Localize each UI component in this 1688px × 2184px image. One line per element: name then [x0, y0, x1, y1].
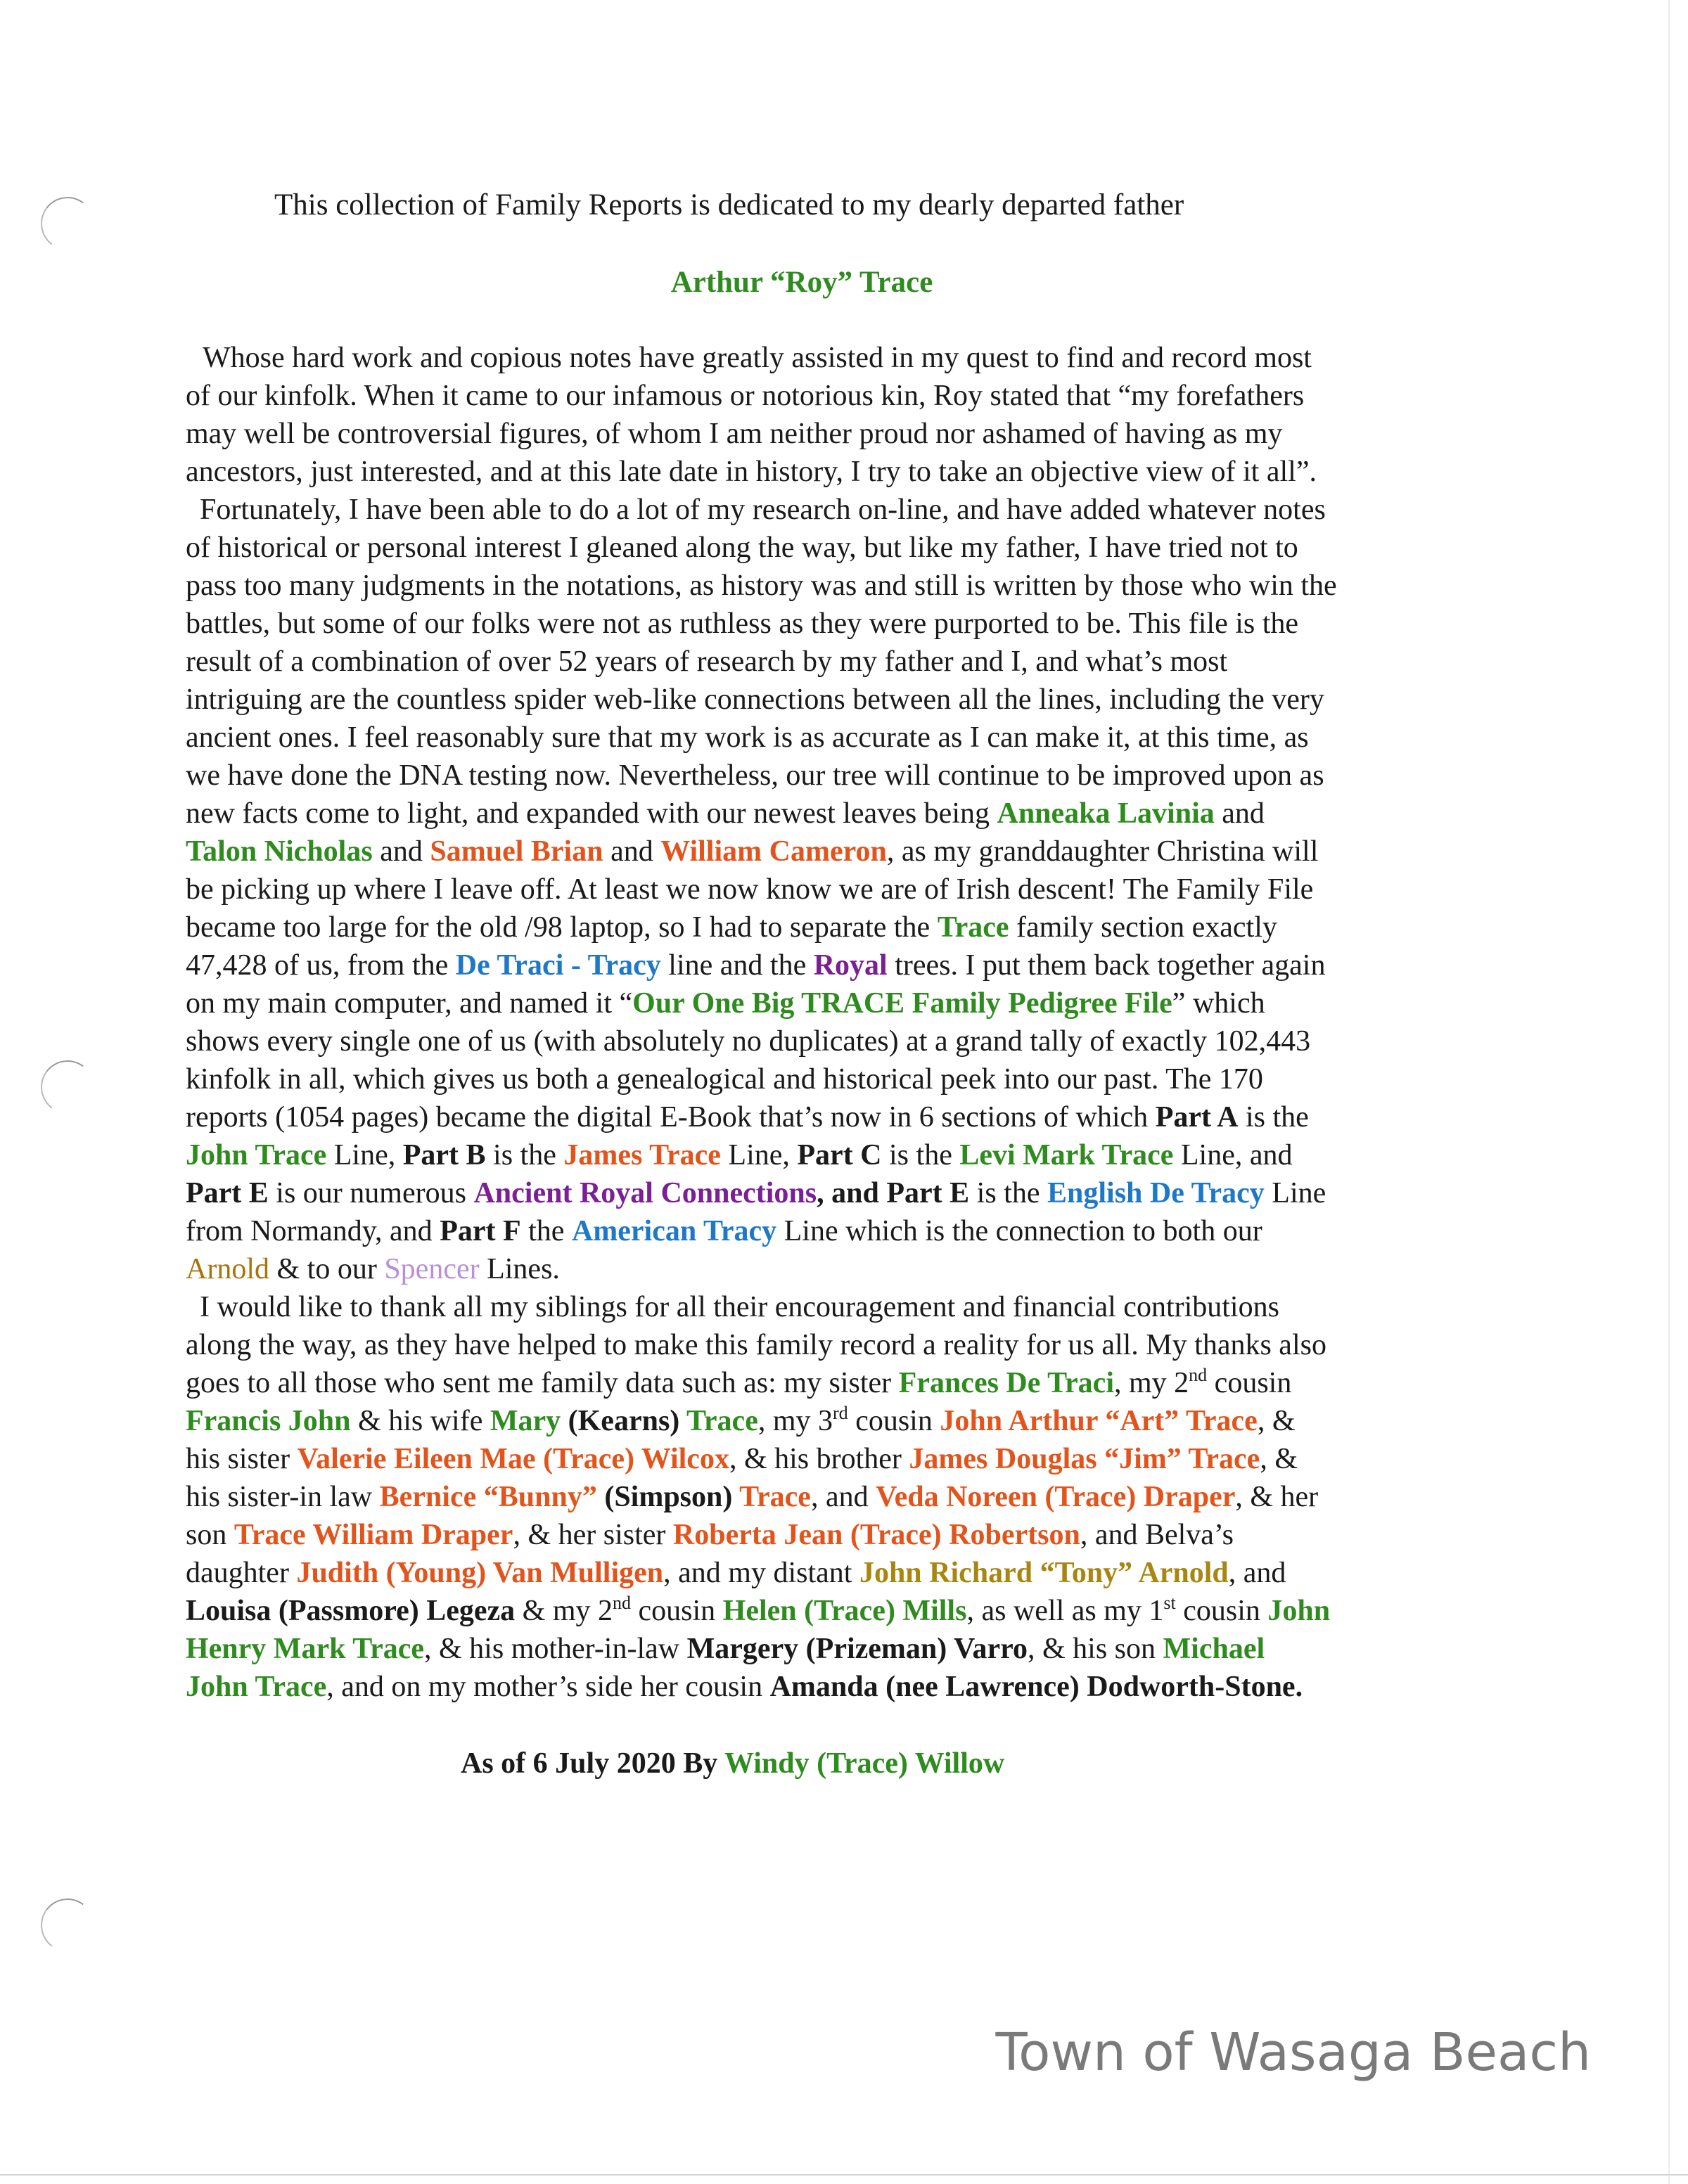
text-run: , and Belva’s	[1080, 1519, 1234, 1551]
text-run: , and on my mother’s side her cousin	[326, 1671, 770, 1703]
name-american-tracy: American Tracy	[571, 1215, 777, 1247]
text-run: , as my granddaughter Christina will	[886, 835, 1319, 868]
text-line	[186, 795, 1494, 833]
text-run: cousin	[848, 1405, 940, 1437]
text-run: line and the	[660, 949, 814, 982]
text-run: , & his brother	[729, 1443, 909, 1475]
name-spencer: Spencer	[384, 1253, 480, 1285]
honoree-name: Arthur “Roy” Trace	[670, 266, 933, 299]
text-run: and	[603, 835, 661, 868]
part-label: Part B	[402, 1139, 486, 1171]
text-line	[186, 1402, 1494, 1440]
text-line	[186, 1250, 1494, 1288]
name-royal: Royal	[813, 949, 888, 982]
text-line	[186, 1440, 1494, 1478]
text-run: 47,428 of us, from the	[186, 949, 456, 982]
text-run: is the	[485, 1139, 564, 1171]
text-run: , and my distant	[663, 1557, 859, 1589]
name-frances: Frances De Traci	[898, 1367, 1114, 1399]
name-john-richard: John Richard “Tony” Arnold	[859, 1557, 1229, 1589]
name-francis-john: Francis John	[186, 1405, 351, 1437]
text-run: ” which	[1172, 987, 1265, 1020]
hole-punch-bottom	[37, 1895, 98, 1955]
paragraph-3	[186, 1288, 1494, 1706]
text-run: & my 2	[515, 1595, 613, 1627]
text-run: and	[372, 835, 430, 868]
text-run: Lines.	[479, 1253, 560, 1285]
name-john-henry: Henry Mark Trace	[186, 1633, 425, 1665]
text-line	[186, 1592, 1494, 1630]
text-run: family section exactly	[1009, 911, 1277, 944]
text-run: his sister	[186, 1443, 298, 1475]
document-body	[186, 339, 1494, 1706]
text-line: kinfolk in all, which gives us both a genealogical and historical peek into our past. The 170	[186, 1063, 1263, 1096]
text-run: Line, and	[1173, 1139, 1293, 1171]
name-michael: John Trace	[186, 1671, 327, 1703]
text-line: pass too many judgments in the notations, as history was and still is written by those who win the	[186, 570, 1337, 602]
name-james-douglas: James Douglas “Jim” Trace	[909, 1443, 1260, 1475]
text-run: , my 2	[1114, 1367, 1189, 1399]
text-line	[186, 1630, 1494, 1668]
text-line: ancient ones. I feel reasonably sure that my work is as accurate as I can make it, at this time, as	[186, 721, 1309, 754]
text-line: Fortunately, I have been able to do a lot of my research on-line, and have added whatever notes	[200, 494, 1326, 526]
author-name: Windy (Trace) Willow	[724, 1747, 1005, 1780]
part-label: Part F	[440, 1215, 521, 1247]
text-run: , & his son	[1027, 1633, 1163, 1665]
ordinal-suffix: rd	[833, 1403, 848, 1423]
text-run: trees. I put them back together again	[887, 949, 1326, 982]
name-john-arthur: John Arthur “Art” Trace	[940, 1405, 1258, 1437]
text-run: and	[1214, 797, 1265, 830]
name-margery: Margery (Prizeman) Varro	[686, 1633, 1028, 1665]
name-mary: Mary	[490, 1405, 561, 1437]
text-line	[186, 1668, 1494, 1706]
text-run: son	[186, 1519, 234, 1551]
text-line	[186, 946, 1494, 984]
text-line: Whose hard work and copious notes have greatly assisted in my quest to find and record most	[203, 342, 1312, 374]
paragraph-2	[186, 491, 1494, 1288]
text-line: may well be controversial figures, of whom I am neither proud nor ashamed of having as my	[186, 418, 1283, 450]
text-line: be picking up where I leave off. At least we now know we are of Irish descent! The Family File	[186, 873, 1314, 906]
name-valerie: Valerie Eileen Mae (Trace) Wilcox	[297, 1443, 729, 1475]
watermark: Town of Wasaga Beach	[995, 2022, 1591, 2083]
name-james-trace: James Trace	[563, 1139, 721, 1171]
text-line	[186, 1174, 1494, 1212]
text-line: along the way, as they have helped to make this family record a reality for us all. My thanks also	[186, 1329, 1326, 1361]
part-label: Part E	[186, 1177, 269, 1209]
text-run: & his wife	[350, 1405, 490, 1437]
dedication-line: This collection of Family Reports is dedicated to my dearly departed father	[274, 188, 1184, 221]
name-arnold: Arnold	[186, 1253, 269, 1285]
text-run: , &	[1260, 1443, 1298, 1475]
text-line: shows every single one of us (with absolutely no duplicates) at a grand tally of exactly 102,443	[186, 1025, 1311, 1058]
text-line: result of a combination of over 52 years of research by my father and I, and what’s most	[186, 645, 1228, 678]
text-run: his sister-in law	[186, 1481, 380, 1513]
text-run: Line,	[326, 1139, 403, 1171]
name-english-de-tracy: English De Tracy	[1047, 1177, 1265, 1209]
name-simpson: (Simpson)	[596, 1481, 740, 1513]
name-ancient-royal: Ancient Royal Connections	[473, 1177, 817, 1209]
text-run: new facts come to light, and expanded with our newest leaves being	[186, 797, 997, 830]
name-talon: Talon Nicholas	[186, 835, 373, 868]
name-anneaka: Anneaka Lavinia	[997, 797, 1215, 830]
part-label: Part A	[1155, 1101, 1239, 1133]
ordinal-suffix: nd	[1189, 1365, 1208, 1385]
text-run: daughter	[186, 1557, 297, 1589]
text-run: cousin	[631, 1595, 723, 1627]
text-line: I would like to thank all my siblings for all their encouragement and financial contributions	[200, 1291, 1279, 1323]
text-line: of our kinfolk. When it came to our infamous or notorious kin, Roy stated that “my forefathers	[186, 380, 1305, 412]
text-run: , as well as my 1	[966, 1595, 1164, 1627]
text-run: cousin	[1175, 1595, 1268, 1627]
ordinal-suffix: st	[1163, 1593, 1176, 1613]
text-run: , and	[810, 1481, 876, 1513]
name-trace: Trace	[937, 911, 1009, 944]
text-line	[186, 833, 1494, 871]
text-run: is our numerous	[268, 1177, 474, 1209]
name-roberta: Roberta Jean (Trace) Robertson	[672, 1519, 1080, 1551]
text-run: goes to all those who sent me family data such as: my sister	[186, 1367, 899, 1399]
text-run: became too large for the old /98 laptop, so I had to separate the	[186, 911, 938, 944]
text-line	[186, 984, 1494, 1022]
text-run: , my 3	[757, 1405, 833, 1437]
ordinal-suffix: nd	[613, 1593, 631, 1613]
text-line	[186, 1212, 1494, 1250]
text-line: intriguing are the countless spider web-like connections between all the lines, including the very	[186, 683, 1324, 716]
text-run: , and	[817, 1177, 887, 1209]
text-run: Line which is the connection to both our	[776, 1215, 1262, 1247]
text-run: is the	[881, 1139, 960, 1171]
text-line	[186, 1098, 1494, 1136]
text-run: on my main computer, and named it “	[186, 987, 633, 1020]
text-run: from Normandy, and	[186, 1215, 440, 1247]
text-run: , and	[1228, 1557, 1286, 1589]
name-john-henry: John	[1267, 1595, 1331, 1627]
name-bernice: Bernice “Bunny”	[379, 1481, 597, 1513]
text-run: is the	[969, 1177, 1047, 1209]
text-line: we have done the DNA testing now. Nevertheless, our tree will continue to be improved upon as	[186, 759, 1324, 792]
text-run: , & her	[1235, 1481, 1319, 1513]
name-veda: Veda Noreen (Trace) Draper	[876, 1481, 1236, 1513]
text-line: battles, but some of our folks were not as ruthless as they were purported to be. This file is the	[186, 608, 1299, 640]
hole-punch-middle	[37, 1057, 98, 1117]
text-run: , & his mother-in-law	[424, 1633, 687, 1665]
name-helen: Helen (Trace) Mills	[722, 1595, 967, 1627]
part-label: Part E	[886, 1177, 970, 1209]
text-line	[186, 1478, 1494, 1516]
text-run: is the	[1238, 1101, 1309, 1133]
name-michael: Michael	[1163, 1633, 1265, 1665]
text-line	[186, 1516, 1494, 1554]
text-run: the	[520, 1215, 572, 1247]
name-judith: Judith (Young) Van Mulligen	[296, 1557, 664, 1589]
name-william: William Cameron	[660, 835, 887, 868]
text-line	[186, 1136, 1494, 1174]
text-run: , &	[1257, 1405, 1296, 1437]
name-trace: Trace	[739, 1481, 811, 1513]
name-trace: Trace	[679, 1405, 758, 1437]
page-edge-bottom	[0, 2174, 1688, 2176]
text-line: ancestors, just interested, and at this late date in history, I try to take an objective view of it all”.	[186, 456, 1317, 488]
name-amanda: Amanda (nee Lawrence) Dodworth-Stone.	[769, 1671, 1303, 1703]
text-line	[186, 1364, 1494, 1402]
name-trace-william: Trace William Draper	[234, 1519, 513, 1551]
text-run: & to our	[269, 1253, 385, 1285]
text-run: Line,	[720, 1139, 798, 1171]
paragraph-1	[186, 339, 1494, 491]
text-run: Line	[1264, 1177, 1326, 1209]
signoff-line	[461, 1742, 1004, 1785]
name-levi-mark-trace: Levi Mark Trace	[959, 1139, 1174, 1171]
page-edge-right	[1668, 0, 1670, 2184]
part-label: Part C	[797, 1139, 882, 1171]
text-line	[186, 1554, 1494, 1592]
name-samuel: Samuel Brian	[430, 835, 603, 868]
text-line	[186, 908, 1494, 946]
name-de-traci: De Traci - Tracy	[455, 949, 661, 982]
name-kearns: (Kearns)	[561, 1405, 680, 1437]
text-run: reports (1054 pages) became the digital E-Book that’s now in 6 sections of which	[186, 1101, 1156, 1133]
text-run: cousin	[1207, 1367, 1292, 1399]
name-john-trace: John Trace	[186, 1139, 327, 1171]
text-line: of historical or personal interest I gleaned along the way, but like my father, I have tried not to	[186, 532, 1298, 564]
hole-punch-top	[37, 193, 98, 254]
name-pedigree-file: Our One Big TRACE Family Pedigree File	[632, 987, 1172, 1020]
signoff-prefix: As of 6 July 2020 By	[461, 1747, 724, 1780]
text-run: , & her sister	[513, 1519, 673, 1551]
name-louisa: Louisa (Passmore) Legeza	[186, 1595, 516, 1627]
